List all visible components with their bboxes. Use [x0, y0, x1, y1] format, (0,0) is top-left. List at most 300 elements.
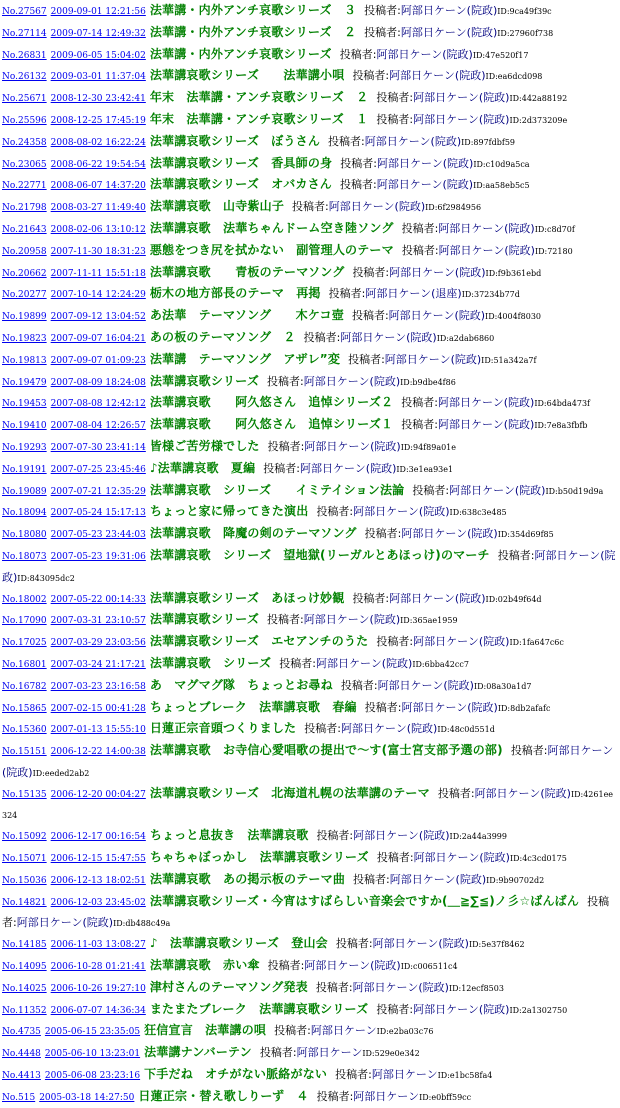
poster-id: ID:37234b77d — [461, 290, 520, 300]
poster-name: 阿部日ケーン(院政) — [437, 396, 535, 410]
list-item — [2, 523, 618, 545]
post-date-link[interactable]: 2007-05-23 23:44:03 — [50, 530, 146, 541]
poster-id: ID:e0bff59cc — [419, 1092, 472, 1102]
poster-label: 投稿者: — [352, 591, 390, 605]
poster-name: 阿部日ケーン(院政) — [389, 872, 487, 886]
post-title: 法華講哀歌 お寺信心愛唱歌の提出で～す(富士宮支部予選の部) — [149, 743, 503, 758]
post-number-link[interactable]: No.23065 — [2, 159, 47, 170]
poster-id: ID:ea6dcd098 — [485, 72, 543, 82]
poster-name: 阿部日ケーン(院政) — [376, 178, 474, 192]
post-date-link[interactable]: 2006-12-20 00:04:27 — [50, 789, 146, 800]
poster-id: ID:72180 — [534, 246, 573, 256]
post-date-link[interactable]: 2007-08-08 12:42:12 — [50, 399, 146, 410]
post-number-link[interactable]: No.4735 — [2, 1027, 41, 1038]
poster-id: ID:8db2afafc — [497, 703, 551, 713]
list-item — [2, 65, 618, 87]
post-date-link[interactable]: 2005-06-08 23:23:16 — [44, 1071, 141, 1082]
poster-id: ID:2a1302750 — [509, 1005, 568, 1015]
list-item — [2, 436, 618, 458]
post-date-link[interactable]: 2008-02-06 13:10:12 — [50, 224, 146, 235]
post-number-link[interactable]: No.19089 — [2, 486, 47, 497]
list-item — [2, 783, 618, 826]
poster-label: 投稿者: — [267, 959, 305, 973]
post-title: 法華講哀歌シリーズ 法華講小唄 — [149, 68, 345, 83]
list-item — [2, 240, 618, 262]
list-item — [2, 501, 618, 523]
post-date-link[interactable]: 2008-06-07 14:37:20 — [50, 181, 146, 192]
poster-id: ID:897fdbf59 — [461, 137, 516, 147]
post-number-link[interactable]: No.15036 — [2, 875, 47, 886]
post-number-link[interactable]: No.18080 — [2, 530, 47, 541]
post-number-link[interactable]: No.14095 — [2, 962, 47, 973]
poster-label: 投稿者: — [274, 1024, 311, 1038]
poster-name: 阿部日ケーン(院政) — [340, 722, 438, 736]
poster-id: ID:e1bc58fa4 — [437, 1071, 493, 1081]
post-title: 法華講哀歌 降魔の剣のテーマソング — [149, 526, 357, 541]
poster-id: ID:c006511c4 — [400, 962, 458, 972]
post-title: 年末 法華講・アンチ哀歌シリーズ １ — [149, 111, 369, 126]
post-number-link[interactable]: No.16782 — [2, 681, 47, 692]
post-date-link[interactable]: 2006-12-13 18:02:51 — [50, 875, 146, 886]
post-number-link[interactable]: No.27114 — [2, 28, 47, 39]
poster-id: ID:1fa647c6c — [509, 638, 564, 648]
poster-id: ID:12ecf8503 — [448, 983, 504, 993]
post-date-link[interactable]: 2007-03-23 23:16:58 — [50, 681, 146, 692]
post-title: 法華講哀歌シリーズ ぼうさん — [149, 133, 321, 148]
poster-id: ID:db488c49a — [113, 919, 171, 929]
poster-label: 投稿者: — [328, 134, 365, 148]
poster-label: 投稿者: — [364, 700, 402, 714]
list-item — [2, 933, 618, 955]
post-title: 法華講 テーマソング アザレ”変 — [149, 351, 341, 366]
list-item — [2, 1086, 618, 1108]
list-item — [2, 480, 618, 502]
poster-id: ID:b9dbe4f86 — [400, 377, 456, 387]
poster-name: 阿部日ケーン(院政) — [438, 243, 535, 257]
poster-label: 投稿者: — [315, 980, 353, 994]
poster-name: 阿部日ケーン(院政) — [413, 635, 510, 649]
post-date-link[interactable]: 2005-06-15 23:35:05 — [44, 1027, 141, 1038]
post-number-link[interactable]: No.17025 — [2, 638, 47, 649]
poster-name: 阿部日ケーン(院政) — [372, 937, 469, 951]
poster-id: ID:47e520f17 — [472, 50, 529, 60]
list-item — [2, 697, 618, 719]
post-number-link[interactable]: No.515 — [2, 1092, 36, 1103]
post-number-link[interactable]: No.24358 — [2, 137, 47, 148]
post-number-link[interactable]: No.15865 — [2, 703, 47, 714]
post-title: ♪ 法華講哀歌シリーズ 登山会 — [149, 936, 328, 951]
list-item — [2, 1020, 618, 1042]
poster-name: 阿部日ケーン — [296, 1046, 363, 1060]
poster-id: ID:354d69f85 — [497, 530, 554, 540]
poster-id: ID:9b90702d2 — [486, 875, 545, 885]
post-title: 法華講哀歌 赤い傘 — [149, 958, 260, 973]
poster-label: 投稿者: — [364, 25, 401, 39]
poster-id: ID:2a44a3999 — [449, 832, 507, 842]
post-title: 法華講哀歌 シリーズ — [149, 655, 272, 670]
post-date-link[interactable]: 2006-12-15 15:47:55 — [50, 854, 146, 865]
post-title: あの板のテーマソング ２ — [149, 329, 296, 344]
poster-name: 阿部日ケーン(院政) — [2, 744, 614, 779]
poster-label: 投稿者: — [376, 1002, 414, 1016]
poster-name: 阿部日ケーン(院政) — [315, 656, 413, 670]
post-date-link[interactable]: 2006-10-28 01:21:41 — [50, 962, 146, 973]
list-item — [2, 174, 618, 196]
post-number-link[interactable]: No.14025 — [2, 983, 47, 994]
post-date-link[interactable]: 2007-08-09 18:24:08 — [50, 377, 146, 388]
list-item — [2, 1064, 618, 1086]
post-title: 年末 法華講・アンチ哀歌シリーズ ２ — [149, 90, 369, 105]
poster-name: 阿部日ケーン(院政) — [364, 134, 462, 148]
poster-id: ID:529e0e342 — [362, 1049, 420, 1059]
post-date-link[interactable]: 2007-07-25 23:45:46 — [50, 464, 146, 475]
post-date-link[interactable]: 2008-12-25 17:45:19 — [50, 115, 146, 126]
poster-name: 阿部日ケーン(院政) — [413, 112, 510, 126]
post-date-link[interactable]: 2006-12-03 23:45:02 — [50, 897, 146, 908]
poster-label: 投稿者: — [352, 265, 390, 279]
poster-label: 投稿者: — [2, 894, 610, 930]
post-title: あ法華 テーマソング 木ケコ壺 — [149, 308, 344, 323]
post-number-link[interactable]: No.15071 — [2, 854, 47, 865]
post-title: 法華講哀歌 阿久悠さん 追悼シリーズ１ — [149, 417, 394, 432]
list-item — [2, 458, 618, 480]
post-date-link[interactable]: 2007-10-14 12:24:29 — [50, 290, 146, 301]
poster-label: 投稿者: — [267, 439, 305, 453]
post-date-link[interactable]: 2005-06-10 13:23:01 — [44, 1049, 141, 1060]
list-item — [2, 955, 618, 977]
post-date-link[interactable]: 2005-03-18 14:27:50 — [39, 1092, 135, 1103]
post-date-link[interactable]: 2006-07-07 14:36:34 — [50, 1005, 146, 1016]
post-number-link[interactable]: No.19191 — [2, 464, 47, 475]
post-number-link[interactable]: No.15092 — [2, 832, 47, 843]
post-number-link[interactable]: No.18073 — [2, 551, 47, 562]
list-item — [2, 392, 618, 414]
post-title: 法華講ナンバーテン — [144, 1045, 252, 1060]
poster-label: 投稿者: — [353, 872, 390, 886]
post-date-link[interactable]: 2007-02-15 00:41:28 — [50, 703, 146, 714]
poster-id: ID:4c3cd0175 — [509, 854, 567, 864]
poster-name: 阿部日ケーン(院政) — [389, 591, 486, 605]
list-item — [2, 87, 618, 109]
list-item — [2, 218, 618, 240]
poster-id: ID:7e8a3fbfb — [534, 421, 588, 431]
post-number-link[interactable]: No.19813 — [2, 355, 47, 366]
list-item — [2, 1042, 618, 1064]
post-title: 法華講哀歌シリーズ・今宵はすばらしい音楽会ですか(＿≧∑≦)ノ彡☆ばんばん — [149, 893, 580, 908]
poster-label: 投稿者: — [497, 548, 535, 562]
post-title: またまたブレーク 法華講哀歌シリーズ — [149, 1001, 369, 1016]
post-title: 法華講・内外アンチ哀歌シリーズ — [149, 46, 332, 61]
poster-label: 投稿者: — [259, 1046, 297, 1060]
list-item — [2, 977, 618, 999]
poster-label: 投稿者: — [401, 418, 438, 432]
poster-label: 投稿者: — [304, 722, 341, 736]
poster-label: 投稿者: — [401, 396, 438, 410]
list-item — [2, 327, 618, 349]
list-item — [2, 305, 618, 327]
list-item — [2, 44, 618, 66]
list-item — [2, 825, 618, 847]
post-number-link[interactable]: No.19479 — [2, 377, 47, 388]
poster-name: 阿部日ケーン(院政) — [389, 69, 486, 83]
post-title: 法華講哀歌シリーズ 北海道札幌の法華講のテーマ — [149, 785, 430, 800]
post-date-link[interactable]: 2007-09-12 13:04:52 — [50, 312, 146, 323]
post-number-link[interactable]: No.4413 — [2, 1071, 41, 1082]
list-item — [2, 847, 618, 869]
poster-label: 投稿者: — [401, 243, 439, 257]
poster-label: 投稿者: — [376, 851, 414, 865]
post-number-link[interactable]: No.14821 — [2, 897, 47, 908]
list-item — [2, 740, 618, 783]
poster-id: ID:c8d70f — [534, 224, 575, 234]
post-date-link[interactable]: 2008-12-30 23:42:41 — [50, 94, 146, 105]
poster-name: 阿部日ケーン(院政) — [303, 374, 401, 388]
list-item — [2, 609, 618, 631]
poster-id: ID:b50d19d9a — [545, 486, 604, 496]
poster-name: 阿部日ケーン(院政) — [388, 309, 486, 323]
poster-id: ID:6f2984956 — [425, 203, 482, 213]
post-number-link[interactable]: No.15135 — [2, 789, 47, 800]
post-title: 法華講哀歌 法華ちゃんドーム空き陸ソング — [149, 220, 394, 235]
post-date-link[interactable]: 2007-09-07 16:04:21 — [50, 333, 146, 344]
post-date-link[interactable]: 2009-06-05 15:04:02 — [50, 50, 146, 61]
post-date-link[interactable]: 2008-08-02 16:22:24 — [50, 137, 146, 148]
poster-name: 阿部日ケーン(退座) — [365, 287, 462, 301]
post-number-link[interactable]: No.26831 — [2, 50, 47, 61]
poster-name: 阿部日ケーン(院政) — [438, 221, 535, 235]
poster-label: 投稿者: — [364, 527, 402, 541]
post-date-link[interactable]: 2007-09-07 01:09:23 — [50, 355, 146, 366]
poster-name: 阿部日ケーン(院政) — [304, 959, 401, 973]
post-title: 法華講哀歌シリーズ オバカさん — [149, 177, 332, 192]
post-date-link[interactable]: 2007-05-24 15:17:13 — [50, 508, 146, 519]
poster-name: 阿部日ケーン(院政) — [400, 4, 498, 17]
poster-label: 投稿者: — [510, 744, 548, 758]
post-title: ちょっと息抜き 法華講哀歌 — [149, 828, 309, 843]
post-date-link[interactable]: 2007-07-21 12:35:29 — [50, 486, 146, 497]
post-number-link[interactable]: No.21643 — [2, 224, 47, 235]
poster-id: ID:51a342a7f — [481, 355, 537, 365]
post-date-link[interactable]: 2007-03-29 23:03:56 — [50, 638, 146, 649]
poster-name: 阿部日ケーン(院政) — [401, 527, 498, 541]
list-item — [2, 999, 618, 1021]
post-title: ちゃちゃぼっかし 法華講哀歌シリーズ — [149, 850, 369, 865]
poster-name: 阿部日ケーン(院政) — [413, 1002, 510, 1016]
poster-label: 投稿者: — [303, 330, 341, 344]
poster-label: 投稿者: — [340, 678, 378, 692]
poster-name: 阿部日ケーン(院政) — [353, 829, 450, 843]
post-number-link[interactable]: No.25596 — [2, 115, 47, 126]
post-number-link[interactable]: No.19293 — [2, 442, 47, 453]
poster-label: 投稿者: — [267, 374, 304, 388]
poster-id: ID:94f89a01e — [400, 442, 457, 452]
post-title: 法華講哀歌 山寺紫山子 — [149, 199, 285, 214]
post-date-link[interactable]: 2007-08-04 12:26:57 — [50, 421, 146, 432]
post-number-link[interactable]: No.20958 — [2, 246, 47, 257]
post-title: 悪態をつき尻を拭かない 副管理人のテーマ — [149, 242, 394, 257]
poster-label: 投稿者: — [340, 178, 377, 192]
post-number-link[interactable]: No.21798 — [2, 203, 47, 214]
post-number-link[interactable]: No.19823 — [2, 333, 47, 344]
poster-name: 阿部日ケーン(院政) — [300, 461, 397, 475]
poster-name: 阿部日ケーン(院政) — [328, 200, 426, 214]
list-item — [2, 588, 618, 610]
poster-name: 阿部日ケーン(院政) — [401, 700, 498, 714]
poster-name: 阿部日ケーン(院政) — [352, 980, 449, 994]
poster-label: 投稿者: — [340, 156, 377, 170]
post-number-link[interactable]: No.18002 — [2, 594, 47, 605]
post-title: 法華講哀歌シリーズ — [149, 612, 260, 627]
list-item — [2, 131, 618, 153]
list-item — [2, 545, 618, 588]
post-title: ちょっとブレーク 法華講哀歌 春編 — [149, 699, 357, 714]
post-title: 日蓮正宗音頭つくりました — [149, 721, 297, 736]
list-item — [2, 631, 618, 653]
post-title: 法華講・内外アンチ哀歌シリーズ ２ — [149, 24, 357, 39]
list-item — [2, 349, 618, 371]
poster-id: ID:f9b361ebd — [485, 268, 542, 278]
post-number-link[interactable]: No.19453 — [2, 399, 47, 410]
list-item — [2, 196, 618, 218]
poster-id: ID:638c3e485 — [449, 508, 507, 518]
poster-name: 阿部日ケーン — [310, 1024, 377, 1038]
poster-name: 阿部日ケーン(院政) — [304, 439, 401, 453]
list-item — [2, 22, 618, 44]
post-number-link[interactable]: No.20662 — [2, 268, 47, 279]
post-title: 津村さんのテーマソング発表 — [149, 979, 308, 994]
post-date-link[interactable]: 2007-05-22 00:14:33 — [50, 594, 146, 605]
poster-name: 阿部日ケーン(院政) — [303, 613, 401, 627]
post-number-link[interactable]: No.14185 — [2, 940, 47, 951]
poster-label: 投稿者: — [437, 786, 475, 800]
poster-name: 阿部日ケーン(院政) — [384, 352, 482, 366]
poster-label: 投稿者: — [292, 200, 329, 214]
post-date-link[interactable]: 2009-09-01 12:21:56 — [50, 7, 146, 17]
post-title: 狂信宣言 法華講の唄 — [144, 1023, 267, 1038]
post-number-link[interactable]: No.4448 — [2, 1049, 41, 1060]
poster-label: 投稿者: — [401, 221, 439, 235]
poster-id: ID:08a30a1d7 — [473, 681, 532, 691]
poster-label: 投稿者: — [316, 1089, 354, 1103]
post-date-link[interactable]: 2007-11-30 18:31:23 — [50, 246, 146, 257]
post-number-link[interactable]: No.26132 — [2, 72, 47, 83]
poster-name: 阿部日ケーン(院政) — [353, 505, 450, 519]
poster-id: ID:a2dab6860 — [436, 333, 495, 343]
list-item — [2, 371, 618, 393]
poster-name: 阿部日ケーン(院政) — [413, 91, 510, 105]
post-title: 栃木の地方部長のテーマ 再掲 — [149, 286, 321, 301]
post-number-link[interactable]: No.25671 — [2, 94, 47, 105]
post-date-link[interactable]: 2006-12-22 14:00:38 — [50, 747, 146, 758]
poster-name: 阿部日ケーン(院政) — [474, 786, 571, 800]
list-item — [2, 653, 618, 675]
post-title: 法華講哀歌 阿久悠さん 追悼シリーズ２ — [149, 395, 394, 410]
poster-name: 阿部日ケーン(院政) — [400, 25, 498, 39]
list-item — [2, 869, 618, 891]
post-title: 法華講哀歌シリーズ — [149, 373, 260, 388]
poster-label: 投稿者: — [376, 635, 414, 649]
poster-label: 投稿者: — [352, 69, 390, 83]
post-title: 法華講哀歌 青板のテーマソング — [149, 264, 345, 279]
poster-id: ID:9ca49f39c — [497, 7, 552, 16]
poster-label: 投稿者: — [279, 656, 316, 670]
post-number-link[interactable]: No.15151 — [2, 747, 47, 758]
poster-id: ID:e2ba03c76 — [376, 1027, 434, 1037]
poster-label: 投稿者: — [335, 937, 373, 951]
post-date-link[interactable]: 2008-03-27 11:49:40 — [50, 203, 146, 214]
poster-id: ID:2d373209e — [509, 115, 568, 125]
post-date-link[interactable]: 2006-12-17 00:16:54 — [50, 832, 146, 843]
poster-id: ID:843095dc2 — [17, 573, 75, 583]
poster-name: 阿部日ケーン(院政) — [413, 851, 510, 865]
post-number-link[interactable]: No.15360 — [2, 725, 47, 736]
post-number-link[interactable]: No.16801 — [2, 659, 47, 670]
post-number-link[interactable]: No.19899 — [2, 312, 47, 323]
list-item — [2, 283, 618, 305]
post-date-link[interactable]: 2007-07-30 23:41:14 — [50, 442, 146, 453]
post-number-link[interactable]: No.18094 — [2, 508, 47, 519]
post-title: 下手だね オチがない脈絡がない — [144, 1067, 328, 1082]
post-date-link[interactable]: 2009-03-01 11:37:04 — [50, 72, 146, 83]
poster-name: 阿部日ケーン — [371, 1068, 438, 1082]
post-number-link[interactable]: No.19410 — [2, 421, 47, 432]
poster-name: 阿部日ケーン(院政) — [437, 418, 535, 432]
post-date-link[interactable]: 2007-03-24 21:17:21 — [50, 659, 146, 670]
post-number-link[interactable]: No.22771 — [2, 181, 47, 192]
post-number-link[interactable]: No.17090 — [2, 616, 47, 627]
list-item — [2, 414, 618, 436]
post-number-link[interactable]: No.11352 — [2, 1005, 47, 1016]
post-title: あ マグマグ隊 ちょっとお尋ね — [149, 677, 333, 692]
post-title: 法華講哀歌 シリーズ 望地獄(リーガルとあほっけ)のマーチ — [149, 547, 490, 562]
post-number-link[interactable]: No.20277 — [2, 290, 47, 301]
post-title: 法華講哀歌シリーズ エセアンチのうた — [149, 634, 369, 649]
poster-name: 阿部日ケーン(院政) — [377, 678, 474, 692]
poster-label: 投稿者: — [348, 352, 385, 366]
poster-name: 阿部日ケーン — [353, 1089, 420, 1103]
post-title: 法華講哀歌 シリーズ イミテイション法論 — [149, 482, 405, 497]
post-date-link[interactable]: 2006-11-03 13:08:27 — [50, 940, 146, 951]
poster-id: ID:02b49f64d — [485, 594, 542, 604]
poster-id: ID:442a88192 — [509, 94, 568, 104]
post-title: ちょっと家に帰ってきた演出 — [149, 504, 309, 519]
post-date-link[interactable]: 2008-06-22 19:54:54 — [50, 159, 146, 170]
post-date-link[interactable]: 2007-01-13 15:55:10 — [50, 725, 146, 736]
list-item — [2, 262, 618, 284]
post-title: 日蓮正宗・替え歌しりーず ４ — [138, 1088, 309, 1103]
poster-id: ID:eeded2ab2 — [32, 768, 90, 778]
post-date-link[interactable]: 2009-07-14 12:49:32 — [50, 28, 146, 39]
list-item — [2, 0, 618, 22]
poster-label: 投稿者: — [351, 309, 389, 323]
poster-id: ID:365ae1959 — [400, 616, 458, 626]
list-item — [2, 153, 618, 175]
poster-id: ID:3e1ea93e1 — [396, 464, 454, 474]
post-date-link[interactable]: 2006-10-26 19:27:10 — [50, 983, 146, 994]
poster-label: 投稿者: — [335, 1068, 372, 1082]
poster-label: 投稿者: — [267, 613, 304, 627]
poster-id: ID:4261ee324 — [2, 789, 614, 821]
post-date-link[interactable]: 2007-05-23 19:31:06 — [50, 551, 146, 562]
list-item — [2, 675, 618, 697]
post-number-link[interactable]: No.27567 — [2, 7, 47, 17]
post-date-link[interactable]: 2007-11-11 15:51:18 — [50, 268, 146, 279]
post-title: 法華講哀歌シリーズ あほっけ妙観 — [149, 590, 345, 605]
poster-label: 投稿者: — [376, 112, 414, 126]
poster-label: 投稿者: — [328, 287, 366, 301]
post-date-link[interactable]: 2007-03-31 23:10:57 — [50, 616, 146, 627]
poster-label: 投稿者: — [263, 461, 301, 475]
